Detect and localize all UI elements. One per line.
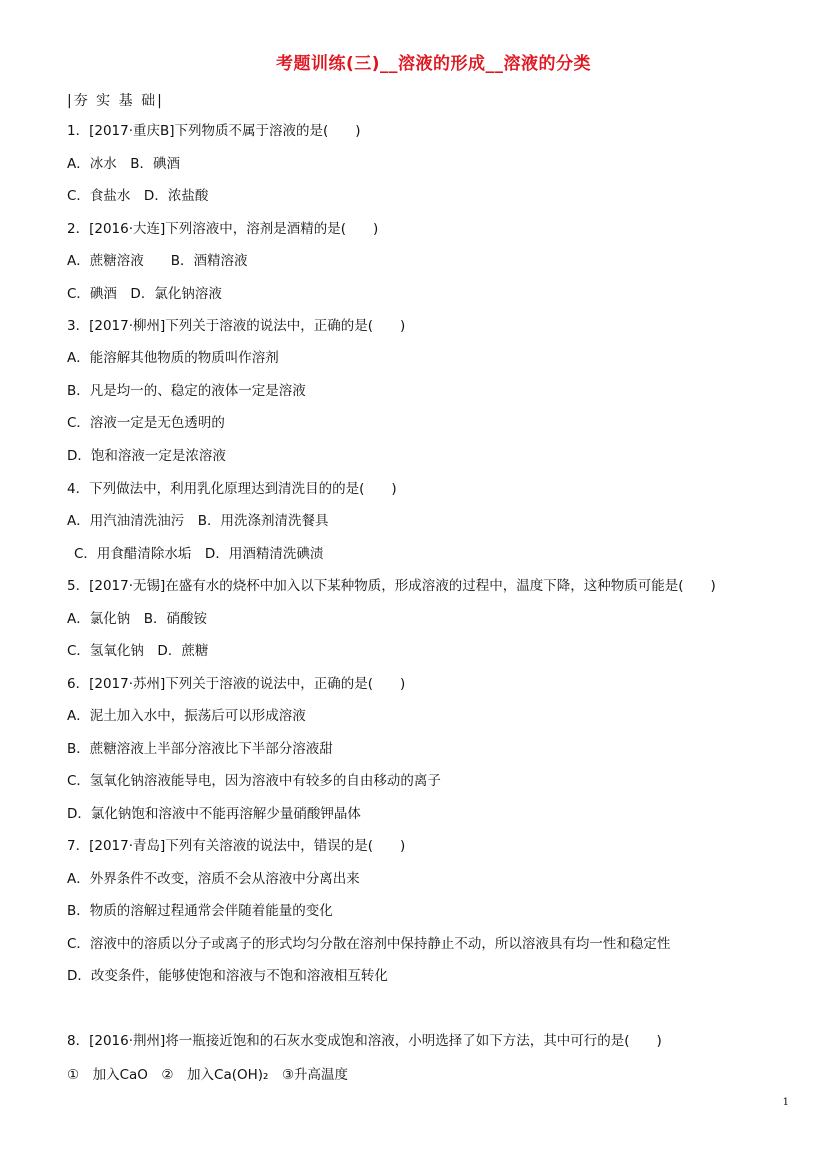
option-line: B．蔗糖溶液上半部分溶液比下半部分溶液甜 [67,741,333,757]
option-line: D．氯化钠饱和溶液中不能再溶解少量硝酸钾晶体 [67,806,361,822]
option-line: C．溶液一定是无色透明的 [67,415,225,431]
option-line: A．外界条件不改变，溶质不会从溶液中分离出来 [67,871,360,887]
section-heading: |夯 实 基 础| [67,93,164,109]
option-line: C．碘酒 D．氯化钠溶液 [67,286,222,302]
option-line: B．物质的溶解过程通常会伴随着能量的变化 [67,903,333,919]
page-number: 1 [782,1097,789,1108]
option-line: A．用汽油清洗油污 B．用洗涤剂清洗餐具 [67,513,329,529]
option-line: C．食盐水 D．浓盐酸 [67,188,209,204]
option-line: C．溶液中的溶质以分子或离子的形式均匀分散在溶剂中保持静止不动，所以溶液具有均一性和稳定性 [67,936,671,952]
option-line: D．改变条件，能够使饱和溶液与不饱和溶液相互转化 [67,968,388,984]
option-line: A．泥土加入水中，振荡后可以形成溶液 [67,708,306,724]
question-line: 2．[2016·大连]下列溶液中，溶剂是酒精的是( ) [67,221,379,237]
question-line: 6．[2017·苏州]下列关于溶液的说法中，正确的是( ) [67,676,406,692]
question-line: 3．[2017·柳州]下列关于溶液的说法中，正确的是( ) [67,318,406,334]
question-line: 7．[2017·青岛]下列有关溶液的说法中，错误的是( ) [67,838,406,854]
question-line: 5．[2017·无锡]在盛有水的烧杯中加入以下某种物质，形成溶液的过程中，温度下降，这种物质可能是( ) [67,578,716,594]
option-line: D．饱和溶液一定是浓溶液 [67,448,226,464]
option-line: C．用食醋清除水垢 D．用酒精清洗碘渍 [74,546,324,562]
option-line: A．能溶解其他物质的物质叫作溶剂 [67,350,279,366]
option-line: A．蔗糖溶液 B．酒精溶液 [67,253,248,269]
option-line: C．氢氧化钠 D．蔗糖 [67,643,209,659]
page-title: 考题训练(三)__溶液的形成__溶液的分类 [275,54,592,74]
option-line: ① 加入CaO ② 加入Ca(OH)₂ ③升高温度 [67,1067,349,1083]
option-line: A．氯化钠 B．硝酸铵 [67,611,207,627]
question-line: 1．[2017·重庆B]下列物质不属于溶液的是( ) [67,123,361,139]
option-line: C．氢氧化钠溶液能导电，因为溶液中有较多的自由移动的离子 [67,773,441,789]
question-line: 4．下列做法中，利用乳化原理达到清洗目的的是( ) [67,481,397,497]
option-line: A．冰水 B．碘酒 [67,156,180,172]
option-line: B．凡是均一的、稳定的液体一定是溶液 [67,383,306,399]
question-line: 8．[2016·荆州]将一瓶接近饱和的石灰水变成饱和溶液，小明选择了如下方法，其中可行的是( ) [67,1033,662,1049]
